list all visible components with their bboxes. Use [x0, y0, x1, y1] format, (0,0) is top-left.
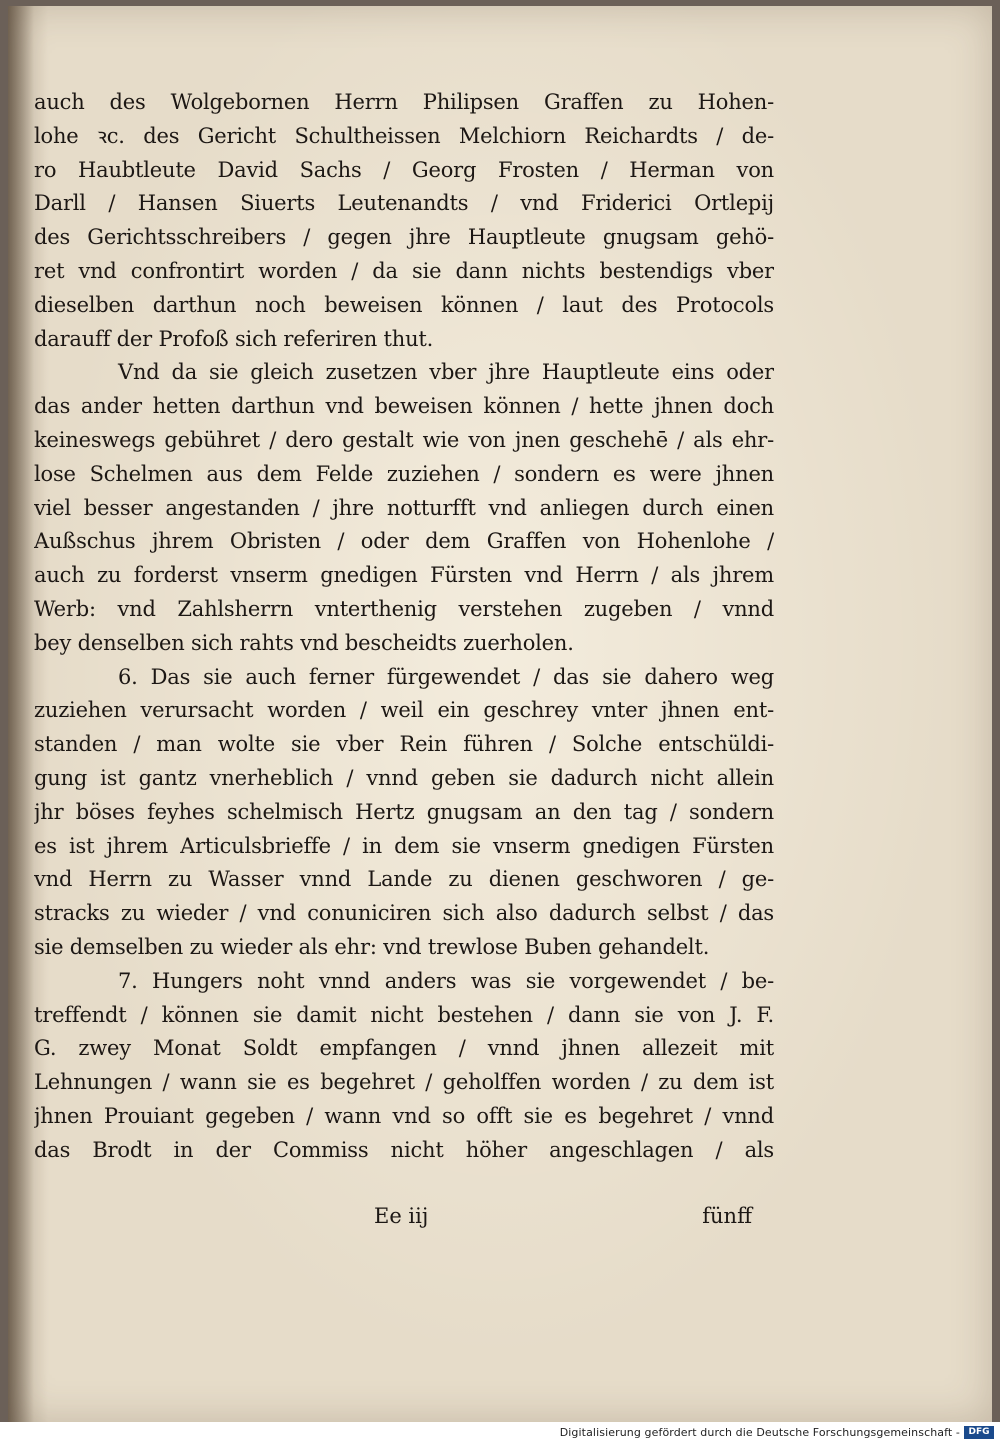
page-body-text — [34, 86, 774, 1168]
text-line: Lehnungen / wann sie es begehret / geholffen worden / zu dem ist — [34, 1070, 774, 1095]
dfg-logo-icon: DFG — [964, 1426, 994, 1439]
text-line: das ander hetten darthun vnd beweisen können / hette jhnen doch — [34, 394, 774, 419]
text-line: Darll / Hansen Siuerts Leutenandts / vnd Friderici Ortlepij — [34, 191, 774, 216]
text-line: des Gerichtsschreibers / gegen jhre Hauptleute gnugsam gehö- — [34, 225, 774, 250]
text-line: G. zwey Monat Soldt empfangen / vnnd jhnen allezeit mit — [34, 1036, 774, 1061]
text-line: dieselben darthun noch beweisen können / laut des Protocols — [34, 292, 774, 317]
text-line: zuziehen verursacht worden / weil ein geschrey vnter jhnen ent- — [34, 698, 774, 723]
signature-mark: Ee iij — [374, 1204, 429, 1228]
text-line: keineswegs gebühret / dero gestalt wie von jnen geschehē / als ehr- — [34, 427, 774, 452]
text-line: lose Schelmen aus dem Felde zuziehen / sondern es were jhnen — [34, 461, 774, 486]
text-line: sie demselben zu wieder als ehr: vnd trewlose Buben gehandelt. — [34, 934, 710, 959]
credit-bar — [0, 1422, 1000, 1444]
text-line: gung ist gantz vnerheblich / vnnd geben sie dadurch nicht allein — [34, 765, 774, 790]
text-line: bey denselben sich rahts vnd bescheidts zuerholen. — [34, 630, 574, 655]
text-line: darauff der Profoß sich referiren thut. — [34, 326, 434, 351]
text-line: vnd Herrn zu Wasser vnnd Lande zu dienen geschworen / ge- — [34, 867, 774, 892]
text-line: ret vnd confrontirt worden / da sie dann nichts bestendigs vber — [34, 258, 774, 283]
text-line: es ist jhrem Articulsbrieffe / in dem sie vnserm gnedigen Fürsten — [34, 833, 774, 858]
gutter-shadow — [8, 6, 34, 1422]
text-line: jhr böses feyhes schelmisch Hertz gnugsam an den tag / sondern — [34, 799, 774, 824]
text-line: viel besser angestanden / jhre notturfft vnd anliegen durch einen — [34, 495, 774, 520]
text-line: 6. Das sie auch ferner fürgewendet / das sie dahero weg — [118, 664, 774, 689]
text-line: jhnen Prouiant gegeben / wann vnd so offt sie es begehret / vnnd — [34, 1103, 774, 1128]
text-line: 7. Hungers noht vnnd anders was sie vorgewendet / be- — [118, 968, 774, 993]
text-line: Außschus jhrem Obristen / oder dem Graffen von Hohenlohe / — [34, 529, 774, 554]
text-line: Vnd da sie gleich zusetzen vber jhre Hauptleute eins oder — [118, 360, 774, 385]
credit-text: Digitalisierung gefördert durch die Deutsche Forschungsgemeinschaft - — [559, 1426, 960, 1439]
catchword: fünff — [702, 1204, 752, 1228]
text-line: lohe ꝛc. des Gericht Schultheissen Melchiorn Reichardts / de- — [34, 123, 774, 148]
text-line: standen / man wolte sie vber Rein führen / Solche entschüldi- — [34, 732, 774, 757]
text-line: ro Haubtleute David Sachs / Georg Frosten / Herman von — [34, 157, 774, 182]
text-line: Werb: vnd Zahlsherrn vnterthenig verstehen zugeben / vnnd — [34, 596, 774, 621]
page-footer — [34, 1204, 774, 1240]
text-line: stracks zu wieder / vnd conuniciren sich also dadurch selbst / das — [34, 901, 774, 926]
text-line: auch zu forderst vnserm gnedigen Fürsten vnd Herrn / als jhrem — [34, 563, 774, 588]
text-line: auch des Wolgebornen Herrn Philipsen Graffen zu Hohen- — [34, 90, 774, 114]
text-line: treffendt / können sie damit nicht bestehen / dann sie von J. F. — [34, 1002, 774, 1027]
text-line: das Brodt in der Commiss nicht höher angeschlagen / als — [34, 1137, 774, 1162]
